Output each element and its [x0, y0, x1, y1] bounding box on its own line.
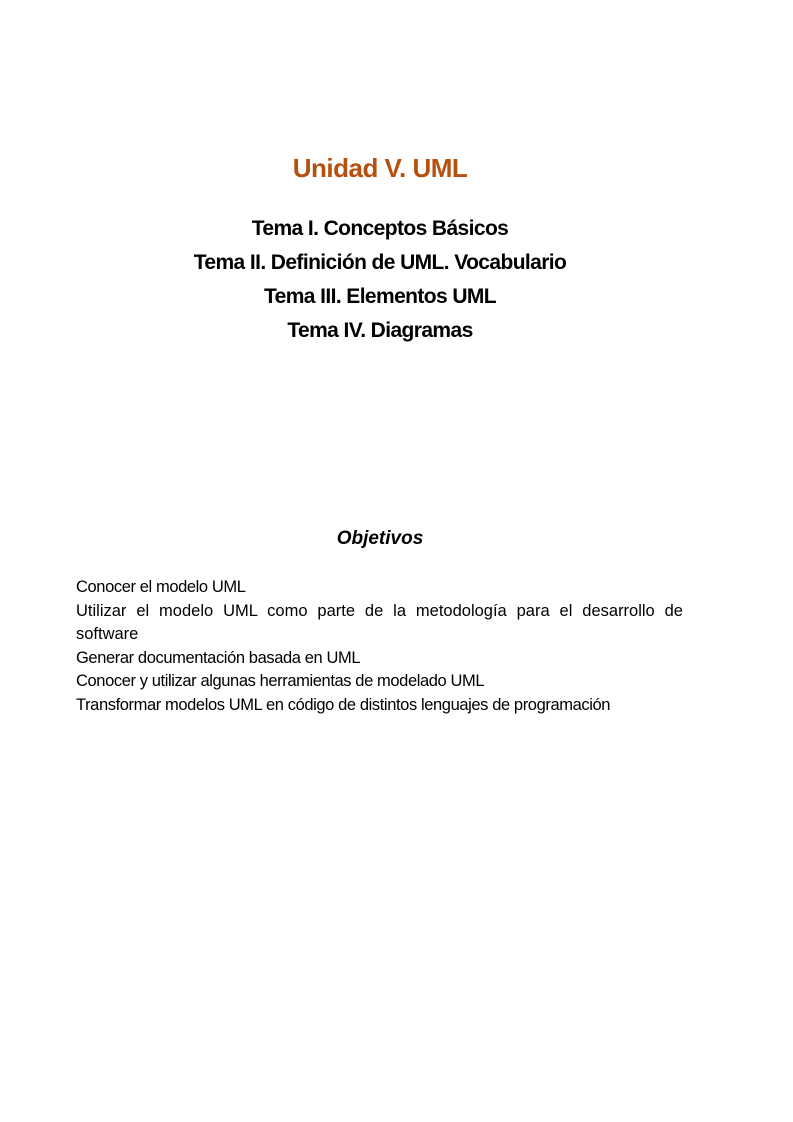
objective-item: Conocer y utilizar algunas herramientas de modelado UML [76, 672, 485, 690]
topic-item: Tema IV. Diagramas [287, 319, 473, 342]
objectives-heading: Objetivos [336, 528, 424, 549]
topic-item: Tema III. Elementos UML [263, 285, 497, 308]
topics-list [0, 212, 760, 348]
objective-item: Generar documentación basada en UML [76, 648, 361, 667]
unit-title: Unidad V. UML [292, 153, 468, 183]
objective-item: Conocer el modelo UML [76, 578, 246, 596]
topic-item: Tema II. Definición de UML. Vocabulario [193, 251, 567, 274]
objective-item: Transformar modelos UML en código de distintos lenguajes de programación [76, 695, 611, 714]
topic-item: Tema I. Conceptos Básicos [251, 217, 509, 240]
objective-item: Utilizar el modelo UML como parte de la metodología para el desarrollo de software [76, 601, 683, 643]
objectives-list [76, 576, 683, 717]
